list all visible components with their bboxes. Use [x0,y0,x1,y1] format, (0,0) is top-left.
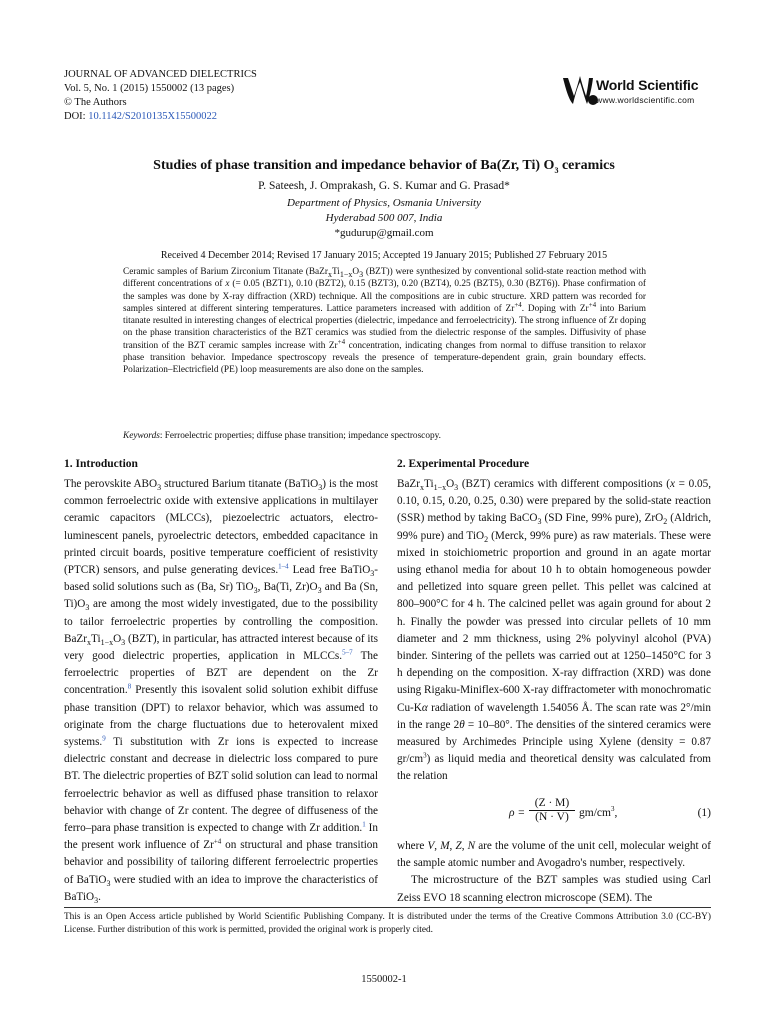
equation-denominator: (N · V) [535,811,569,823]
doi-label: DOI: [64,111,89,122]
world-scientific-logo [560,70,710,112]
microstructure-text: The microstructure of the BZT samples was studied using Carl Zeiss EVO 18 scanning electron microscope (SEM). The [397,874,711,904]
logo-name: World Scientific [596,77,699,93]
journal-name: JOURNAL OF ADVANCED DIELECTRICS [64,69,257,80]
journal-header [64,68,257,124]
equation-number: (1) [697,807,711,819]
equation-numerator: (Z · M) [529,797,575,811]
equation-1 [397,795,711,833]
city: Hyderabad 500 007, India [325,212,443,224]
experimental-text-continued [397,838,711,907]
paper-title: Studies of phase transition and impedance behavior of Ba(Zr, Ti) $O_3$ ceramics [153,158,615,175]
experimental-text: $BaZr_xTi_{1-x}O_3$ (BZT) ceramics with different compositions (x = 0.05, 0.10, 0.15, 0.20, 0.25, 0.30) were prepared by the solid-state reaction (SSR) method by taking BaCO$_3$ (SD Fine, 99% pure), ZrO$_2$ (Aldrich, 99% pure) and TiO$_2$ (Merck, 99% pure) as raw materials. These were mixed in stoichiometric proportion and ground in an agate mortar using ethanol media for about 10 h to obtain homogeneous powder and pelletized into square green pellet. This pellet was calcined at 800–900°C for 4 h. The calcined pellet was again ground for about 2 h. Finally the powder was pressed into circular pellets of 10 mm diameter and 2 mm thickness, using 2% polyvinyl alcohol (PVA) binder. Sintering of the pellets was carried out at 1250–1450°C for 3 h depending on the composition. X-ray diffraction (XRD) was done using Rigaku-Miniflex-600 X-ray diffractometer with monochromatic Cu-Kα radiation of wavelength 1.54056 Å. The scan rate was 2°/min in the range 2θ = 10–80°. The densities of the sintered ceramics were measured by Archimedes Principle using Xylene (density = 0.87 $gr/cm^3$) as liquid media and theoretical density was calculated from the relation [397,478,711,783]
intro-text: The perovskite $ABO_3$ structured Barium titanate (BaTiO$_3$) is the most common ferroelectric oxide with extensive applications in multilayer ceramic capacitors (MLCCs), piezoelectric actuators, electro-luminescent panels, pyroelectric detectors, embedded capacitance in printed circuit boards, positive temperature coefficient of resistivity (PTCR) sensors, and pulse generating devices.$^{1-4}$ Lead free BaTiO$_3$-based solid solutions such as (Ba, Sr) TiO$_3$, Ba(Ti, $Zr)O_3$ and Ba (Sn, $Ti)O_3$ are among the most widely investigated, due to the possibility to tailor ferroelectric properties by controlling the composition. $BaZr_xTi_{1-x}O_3$ (BZT), in particular, has attracted interest because of its very good dielectric properties, application in MLCCs.$^{5-7}$ The ferroelectric properties of BZT are dependent on the Zr concentration.$^8$ Presently this isovalent solid solution exhibit diffuse phase transition (DPT) to relaxor behavior, which was assumed to originate from the charge fluctuations due to heterovalent mixed systems.$^9$ Ti substitution with Zr ions is expected to increase dielectric constant and decrease in dielectric loss compared to pure BT. The dielectric properties of BZT solid solution can lead to normal ferroelectric behavior as well as diffused phase transition to relaxor behavior with change of Zr content. The degree of diffuseness of the ferro–para phase transition is expected to change with Zr addition.$^1$ In the present work influence of $Zr^{+4}$ on structural and phase transition behavior and possibility of tailoring different ferroelectric properties of BaTiO$_3$ were studied with an idea to improve the characteristics of BaTiO$_3$. [64,478,379,906]
dates: Received 4 December 2014; Revised 17 January 2015; Accepted 19 January 2015; Published 27 February 2015 [160,250,608,261]
page-number: 1550002-1 [361,974,407,985]
email[interactable]: *gudurup@gmail.com [334,227,434,239]
experimental-heading: 2. Experimental Procedure [397,458,530,470]
journal-volume: Vol. 5, No. 1 (2015) 1550002 (13 pages) [64,83,235,94]
license-footnote: This is an Open Access article published by World Scientific Publishing Company. It is distributed under the terms of the Creative Commons Attribution 3.0 (CC-BY) License. Further distribution of this work is permitted, provided the original work is properly cited. [64,912,711,935]
world-scientific-logo-icon [560,70,600,110]
intro-heading: 1. Introduction [64,458,138,470]
department: Department of Physics, Osmania University [287,197,481,209]
keywords-text: : Ferroelectric properties; diffuse phase transition; impedance spectroscopy. [159,431,441,441]
equation-explanation: where V, M, Z, N are the volume of the unit cell, molecular weight of the sample atomic number and Avogadro's number, respectively. [397,840,712,870]
equation-lhs: ρ = [509,807,526,819]
keywords [123,431,646,441]
footnote-rule [64,907,711,908]
abstract: Ceramic samples of Barium Zirconium Titanate ($BaZr_xTi_{1-x}O_3$ (BZT)) were synthesized by conventional solid-state reaction method with different concentrations of x (= 0.05 (BZT1), 0.10 (BZT2), 0.15 (BZT3), 0.20 (BZT4), 0.25 (BZT5), 0.30 (BZT6)). Phase confirmation of the samples was done by X-ray diffraction (XRD) technique. All the compositions are in cubic structure. XRD pattern was recorded for samples sintered at different sintering temperatures. Lattice parameters increased with addition of $Zr^{+4}$. Doping with $Zr^{+4}$ into Barium titanate resulted in interesting changes of electrical properties (dielectric, impedance and ferroelectricity). The strong influence of Zr doping on the phase transition characteristics of the BZT ceramics was studied from the dielectric response of the samples. Diffusivity of phase transition of the BZT ceramic samples increase with $Zr^{+4}$ concentration, indicating changes from normal to diffuse transition to relaxor phase transition behavior. Impedance spectroscopy reveals the presence of temperature-dependent grain, grain boundary effects. Polarization–Electricfield (PE) loop measurements are also done on the samples. [123,267,646,376]
equation-units: $gm/cm^3$, [579,805,618,819]
doi-link[interactable]: 10.1142/S2010135X15500022 [88,111,218,122]
keywords-label: Keywords [123,431,160,441]
affiliation [0,196,768,226]
copyright: © The Authors [64,97,127,108]
authors: P. Sateesh, J. Omprakash, G. S. Kumar and G. Prasad* [258,180,510,192]
equation-fraction [529,797,575,823]
doi-line [64,110,257,124]
logo-url[interactable]: www.worldscientific.com [596,95,695,105]
